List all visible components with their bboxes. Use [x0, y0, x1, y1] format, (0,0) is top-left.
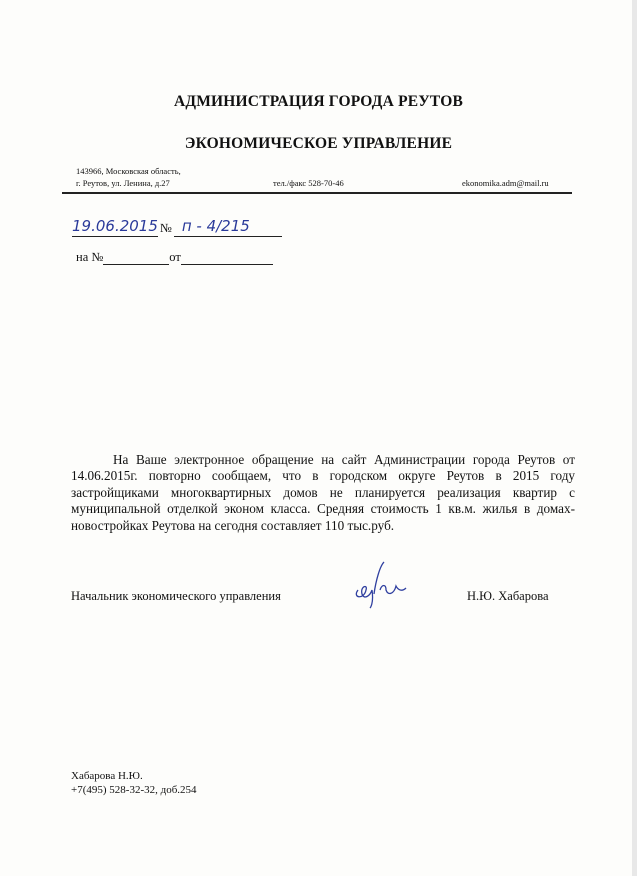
reply-number-blank: [103, 252, 169, 265]
number-label: №: [159, 221, 172, 235]
letter-number: п - 4/215: [174, 216, 282, 237]
body-paragraph: На Ваше электронное обращение на сайт Администрации города Реутов от 14.06.2015г. повторно сообщаем, что в городском округе Реутов в 2015 году застройщиками многоквартирных домов не планируется реализация квартир с муниципальной отделкой эконом класса. Средняя стоимость 1 кв.м. жилья в домах-новостройках Реутова на сегодня составляет 110 тыс.руб.: [71, 452, 575, 533]
letter-date: 19.06.2015: [72, 217, 158, 235]
signatory-name: Н.Ю. Хабарова: [467, 589, 549, 603]
reply-to-label: на №: [76, 250, 104, 264]
incoming-reference: [76, 250, 273, 265]
executor-phone: +7(495) 528-32-32, доб.254: [71, 784, 197, 796]
scan-edge: [632, 0, 637, 876]
reply-date-blank: [181, 252, 273, 265]
phone-fax: тел./факс 528-70-46: [273, 178, 344, 188]
email: ekonomika.adm@mail.ru: [462, 178, 549, 188]
address-line-1: 143966, Московская область,: [76, 166, 181, 176]
from-label: от: [169, 250, 181, 264]
organization-title: АДМИНИСТРАЦИЯ ГОРОДА РЕУТОВ: [173, 93, 464, 110]
department-title: ЭКОНОМИЧЕСКОЕ УПРАВЛЕНИЕ: [184, 135, 453, 152]
header-divider: [62, 192, 572, 194]
outgoing-reference: [72, 216, 282, 237]
signatory-position: Начальник экономического управления: [71, 589, 281, 603]
executor-name: Хабарова Н.Ю.: [71, 770, 143, 782]
address-line-2: г. Реутов, ул. Ленина, д.27: [76, 178, 170, 188]
handwritten-signature: [350, 560, 410, 610]
letter-body: [71, 452, 575, 534]
